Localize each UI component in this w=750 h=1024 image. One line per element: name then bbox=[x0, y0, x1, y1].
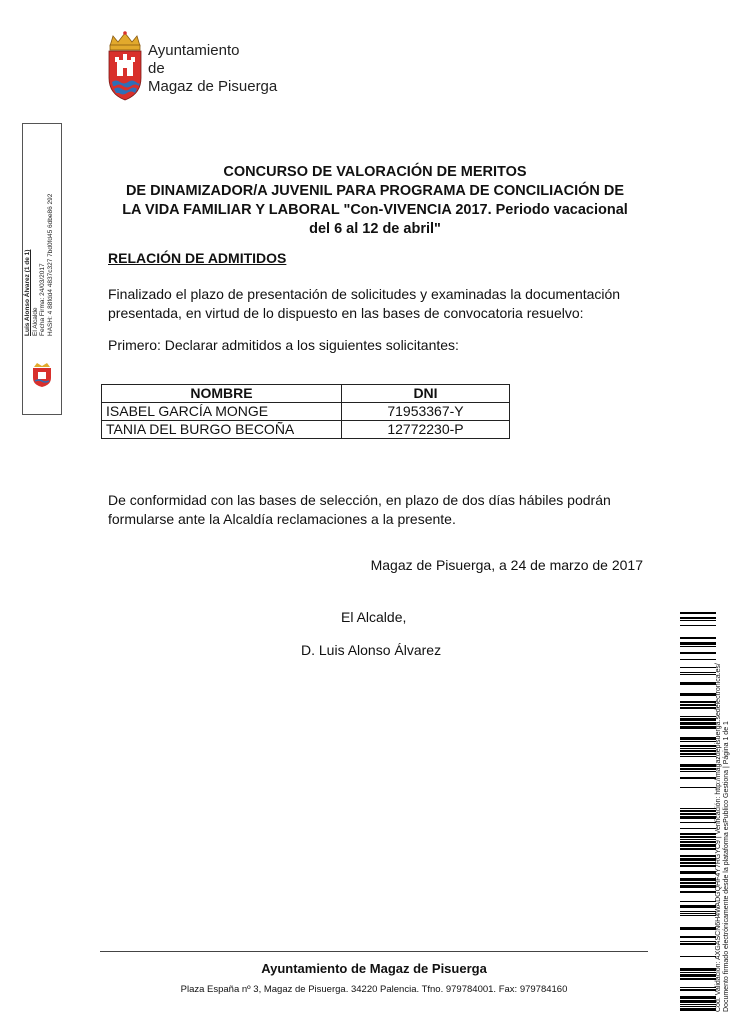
applicant-dni: 12772230-P bbox=[342, 421, 510, 439]
signature-signer: Luis Alonso Álvarez (1 de 1) bbox=[24, 249, 31, 336]
barcode-bar bbox=[680, 936, 716, 938]
verification-text bbox=[715, 612, 731, 1012]
barcode-bar bbox=[680, 768, 716, 770]
barcode-bar bbox=[680, 674, 716, 675]
barcode-bar bbox=[680, 1006, 716, 1007]
barcode-bar bbox=[680, 771, 716, 772]
barcode-bar bbox=[680, 927, 716, 930]
barcode-bar bbox=[680, 987, 716, 988]
barcode-bar bbox=[680, 943, 716, 945]
barcode-bar bbox=[680, 620, 716, 621]
applicant-dni: 71953367-Y bbox=[342, 403, 510, 421]
barcode-bar bbox=[680, 741, 716, 742]
barcode-bar bbox=[680, 704, 716, 706]
signer-role: El Alcalde, bbox=[341, 609, 407, 625]
barcode-bar bbox=[680, 716, 716, 717]
resolution-paragraph: Primero: Declarar admitidos a los siguientes solicitantes: bbox=[108, 337, 459, 353]
barcode-bar bbox=[680, 822, 716, 823]
claims-paragraph bbox=[108, 491, 668, 529]
admitted-table bbox=[101, 384, 510, 439]
paragraph-line: formularse ante la Alcaldía reclamaciones a la presente. bbox=[108, 511, 456, 527]
barcode-bar bbox=[680, 652, 716, 654]
barcode-bar bbox=[680, 750, 716, 752]
applicant-name: TANIA DEL BURGO BECOÑA bbox=[102, 421, 342, 439]
barcode-bar bbox=[680, 885, 716, 888]
barcode-bar bbox=[680, 667, 716, 668]
barcode-bar bbox=[680, 1008, 716, 1011]
barcode-bar bbox=[680, 1004, 716, 1005]
barcode-bar bbox=[680, 915, 716, 916]
barcode-bar bbox=[680, 882, 716, 884]
section-heading: RELACIÓN DE ADMITIDOS bbox=[108, 250, 287, 266]
barcode-bar bbox=[680, 816, 716, 819]
barcode-bar bbox=[680, 833, 716, 835]
barcode-bar bbox=[680, 612, 716, 614]
barcode-bar bbox=[680, 707, 716, 709]
barcode-bar bbox=[680, 756, 716, 757]
barcode-bar bbox=[680, 891, 716, 893]
document-title bbox=[100, 163, 650, 239]
column-header-dni: DNI bbox=[342, 385, 510, 403]
signer-name: D. Luis Alonso Álvarez bbox=[301, 642, 442, 658]
barcode-bar bbox=[680, 718, 716, 721]
barcode-bar bbox=[680, 978, 716, 980]
barcode-bar bbox=[680, 941, 716, 942]
org-name bbox=[148, 42, 277, 96]
barcode-bar bbox=[680, 974, 716, 977]
barcode-bar bbox=[680, 956, 716, 957]
barcode-bar bbox=[680, 701, 716, 703]
barcode-bar bbox=[680, 996, 716, 999]
paragraph-line: Finalizado el plazo de presentación de solicitudes y examinadas la documentación bbox=[108, 286, 621, 302]
barcode-bar bbox=[680, 646, 716, 647]
paragraph-line: De conformidad con las bases de selección, en plazo de dos días hábiles podrán bbox=[108, 492, 611, 508]
barcode-bar bbox=[680, 855, 716, 857]
barcode-bar bbox=[680, 913, 716, 914]
barcode-bar bbox=[680, 841, 716, 843]
org-name-line3: Magaz de Pisuerga bbox=[148, 78, 278, 95]
barcode-bar bbox=[680, 862, 716, 864]
title-line: DE DINAMIZADOR/A JUVENIL PARA PROGRAMA DE CONCILIACIÓN DE bbox=[125, 183, 625, 199]
org-name-line2: de bbox=[148, 60, 165, 77]
barcode-bar bbox=[680, 905, 716, 908]
table-header-row bbox=[102, 385, 510, 403]
barcode-bar bbox=[680, 726, 716, 729]
footer-title: Ayuntamiento de Magaz de Pisuerga bbox=[261, 961, 487, 976]
verification-line: Cód. Validación: AXGASCN6H4WADGQHF4Y7RGYC9 | Verificación: http://magazdepisuerga.sedelectronica.es/ bbox=[715, 663, 722, 1012]
title-line: CONCURSO DE VALORACIÓN DE MERITOS bbox=[223, 164, 527, 180]
barcode-bar bbox=[680, 1000, 716, 1003]
signature-text bbox=[24, 176, 54, 336]
barcode-bar bbox=[680, 968, 716, 971]
signature-hash: HASH: 4 88fdd4 4837c327 7bd0fd45 6dbe86 292 bbox=[46, 193, 54, 336]
barcode-bar bbox=[680, 764, 716, 767]
barcode-bar bbox=[680, 901, 716, 902]
table-row bbox=[102, 421, 510, 439]
title-line: LA VIDA FAMILIAR Y LABORAL "Con-VIVENCIA 2017. Periodo vacacional bbox=[122, 202, 628, 218]
column-header-name: NOMBRE bbox=[102, 385, 342, 403]
org-name-line1: Ayuntamiento bbox=[148, 42, 240, 59]
barcode-bar bbox=[680, 787, 716, 788]
barcode-bar bbox=[680, 848, 716, 850]
barcode-bar bbox=[680, 878, 716, 881]
barcode-bar bbox=[680, 737, 716, 740]
barcode-bar bbox=[680, 642, 716, 645]
barcode-bar bbox=[680, 617, 716, 619]
barcode-bar bbox=[680, 813, 716, 815]
barcode-bar bbox=[680, 753, 716, 755]
barcode-bar bbox=[680, 722, 716, 725]
coat-of-arms-logo bbox=[104, 30, 146, 102]
barcode-bar bbox=[680, 839, 716, 840]
barcode-bar bbox=[680, 745, 716, 747]
signature-seal-icon bbox=[29, 362, 55, 388]
barcode-bar bbox=[680, 777, 716, 779]
verification-line: Documento firmado electrónicamente desde la plataforma esPublico Gestiona | Página 1 de 1 bbox=[723, 721, 730, 1012]
barcode-bar bbox=[680, 858, 716, 861]
barcode-bar bbox=[680, 911, 716, 912]
table-row bbox=[102, 403, 510, 421]
barcode-bar bbox=[680, 989, 716, 991]
footer-address: Plaza España nº 3, Magaz de Pisuerga. 34220 Palencia. Tfno. 979784001. Fax: 979784160 bbox=[180, 984, 568, 995]
barcode-bar bbox=[680, 810, 716, 812]
signature-role: El Alcalde bbox=[31, 307, 39, 336]
barcode-bar bbox=[680, 682, 716, 685]
signature-date: Fecha Firma: 24/03/2017 bbox=[39, 263, 46, 336]
validation-barcode bbox=[680, 612, 716, 1012]
applicant-name: ISABEL GARCÍA MONGE bbox=[102, 403, 342, 421]
barcode-bar bbox=[680, 659, 716, 660]
intro-paragraph bbox=[108, 285, 668, 323]
barcode-bar bbox=[680, 625, 716, 626]
barcode-bar bbox=[680, 972, 716, 973]
title-line: del 6 al 12 de abril" bbox=[309, 221, 441, 237]
barcode-bar bbox=[680, 836, 716, 838]
barcode-bar bbox=[680, 828, 716, 829]
barcode-bar bbox=[680, 693, 716, 696]
place-date: Magaz de Pisuerga, a 24 de marzo de 2017 bbox=[370, 557, 643, 573]
barcode-bar bbox=[680, 844, 716, 847]
footer-divider bbox=[100, 951, 648, 952]
barcode-bar bbox=[680, 672, 716, 673]
barcode-bar bbox=[680, 808, 716, 809]
barcode-bar bbox=[680, 637, 716, 639]
barcode-bar bbox=[680, 865, 716, 867]
barcode-bar bbox=[680, 871, 716, 874]
barcode-bar bbox=[680, 748, 716, 749]
paragraph-line: presentada, en virtud de lo dispuesto en las bases de convocatoria resuelvo: bbox=[108, 305, 584, 321]
